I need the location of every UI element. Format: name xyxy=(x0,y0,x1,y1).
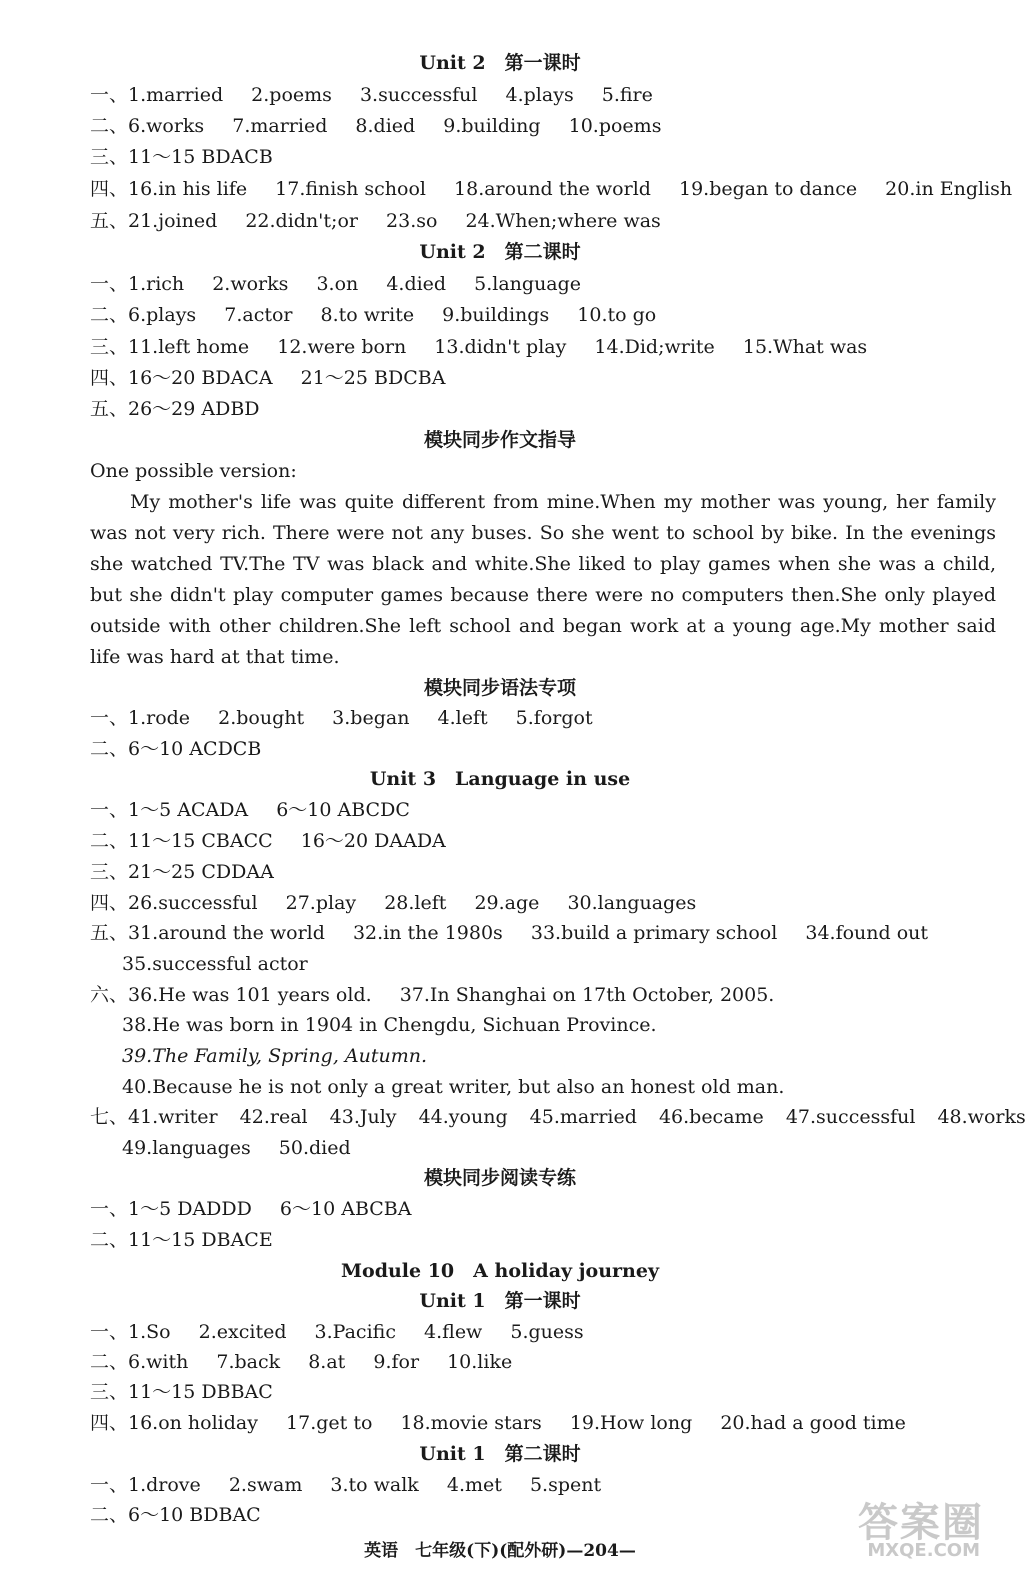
answer-item: 43.July xyxy=(329,1106,397,1128)
answer-line xyxy=(122,1136,373,1160)
answer-item: 19.began to dance xyxy=(678,178,858,200)
answer-item: 2.poems xyxy=(251,84,332,106)
answer-item: 四、16.on holiday xyxy=(90,1412,258,1434)
answer-item: 46.became xyxy=(658,1106,764,1128)
answer-item: 二、11～15 CBACC xyxy=(90,830,273,852)
answer-line xyxy=(90,921,950,945)
answer-item: 29.age xyxy=(474,892,540,914)
answer-item: 10.poems xyxy=(568,115,662,137)
section-heading: 模块同步阅读专练 xyxy=(423,1167,576,1189)
answer-line xyxy=(90,145,295,169)
answer-item: 4.left xyxy=(437,707,488,729)
answer-item: 39.The Family, Spring, Autumn. xyxy=(122,1045,428,1067)
essay-intro: One possible version: xyxy=(90,460,297,482)
answer-item: 9.building xyxy=(443,115,541,137)
answer-item: 一、1.rich xyxy=(90,273,185,295)
answer-item: 19.How long xyxy=(569,1412,693,1434)
answer-line xyxy=(90,303,678,327)
answer-item: 四、26.successful xyxy=(90,892,258,914)
answer-item: 32.in the 1980s xyxy=(352,922,503,944)
section-heading: Unit 2 第一课时 xyxy=(419,52,581,74)
answer-line xyxy=(90,1503,283,1527)
answer-item: 三、11～15 BDACB xyxy=(90,146,273,168)
answer-line xyxy=(90,272,603,296)
answer-item: 8.died xyxy=(355,115,416,137)
answer-item: 4.flew xyxy=(424,1321,483,1343)
answer-item: 5.fire xyxy=(601,84,653,106)
answer-item: 12.were born xyxy=(277,336,407,358)
answer-line xyxy=(122,952,330,976)
answer-line xyxy=(90,114,683,138)
answer-line xyxy=(90,83,675,107)
answer-item: 四、16.in his life xyxy=(90,178,248,200)
answer-line xyxy=(90,706,615,730)
answer-line xyxy=(90,177,1034,201)
answer-item: 7.married xyxy=(232,115,328,137)
answer-item: 34.found out xyxy=(805,922,929,944)
answer-item: 7.actor xyxy=(224,304,293,326)
answer-item: 一、1～5 ACADA xyxy=(90,799,249,821)
answer-line xyxy=(90,983,796,1007)
answer-item: 15.What was xyxy=(742,336,868,358)
answer-item: 6～10 ABCBA xyxy=(279,1198,412,1220)
answer-item: 5.guess xyxy=(510,1321,584,1343)
answer-line xyxy=(90,1320,606,1344)
answer-item: 16～20 DAADA xyxy=(300,830,446,852)
answer-item: 五、31.around the world xyxy=(90,922,325,944)
answer-item: 3.began xyxy=(332,707,410,729)
answer-line xyxy=(90,209,683,233)
answer-item: 2.works xyxy=(212,273,289,295)
answer-item: 七、41.writer xyxy=(90,1106,218,1128)
module-heading: Module 10 A holiday journey xyxy=(340,1260,659,1282)
answer-line xyxy=(90,1473,623,1497)
answer-item: 9.buildings xyxy=(442,304,550,326)
answer-item: 8.to write xyxy=(320,304,415,326)
answer-item: 2.bought xyxy=(218,707,305,729)
answer-item: 2.swam xyxy=(228,1474,303,1496)
answer-item: 49.languages xyxy=(122,1137,251,1159)
answer-item: 18.around the world xyxy=(454,178,651,200)
answer-item: 6～10 ABCDC xyxy=(276,799,410,821)
answer-line xyxy=(90,860,296,884)
answer-item: 一、1.rode xyxy=(90,707,191,729)
answer-item: 48.works xyxy=(937,1106,1026,1128)
answer-item: 14.Did;write xyxy=(594,336,715,358)
answer-item: 5.forgot xyxy=(515,707,593,729)
watermark-url: MXQE.COM xyxy=(867,1540,980,1561)
answer-line xyxy=(90,1350,534,1374)
answer-line xyxy=(90,397,282,421)
answer-item: 二、6.plays xyxy=(90,304,197,326)
answer-item: 20.had a good time xyxy=(720,1412,906,1434)
sample-essay xyxy=(90,456,996,673)
answer-item: 33.build a primary school xyxy=(530,922,778,944)
answer-item: 三、11～15 DBBAC xyxy=(90,1381,273,1403)
answer-item: 三、11.left home xyxy=(90,336,250,358)
answer-item: 一、1.So xyxy=(90,1321,171,1343)
answer-item: 10.like xyxy=(447,1351,513,1373)
answer-item: 5.spent xyxy=(529,1474,602,1496)
answer-item: 17.get to xyxy=(286,1412,373,1434)
answer-line xyxy=(90,891,718,915)
answer-item: 8.at xyxy=(308,1351,346,1373)
section-heading: Unit 1 第一课时 xyxy=(419,1290,581,1312)
answer-item: 18.movie stars xyxy=(400,1412,542,1434)
answer-line xyxy=(90,829,468,853)
answer-item: 20.in English xyxy=(885,178,1013,200)
answer-item: 13.didn't play xyxy=(434,336,567,358)
answer-item: 4.met xyxy=(446,1474,502,1496)
answer-item: 二、6～10 BDBAC xyxy=(90,1504,261,1526)
answer-line xyxy=(90,366,467,390)
answer-item: 38.He was born in 1904 in Chengdu, Sichuan Province. xyxy=(122,1014,657,1036)
answer-line xyxy=(90,335,889,359)
answer-item: 9.for xyxy=(373,1351,420,1373)
section-heading: 模块同步作文指导 xyxy=(423,429,576,451)
answer-item: 4.died xyxy=(386,273,447,295)
page-footer: 英语 七年级(下)(配外研)—204— xyxy=(364,1541,636,1561)
answer-item: 二、6～10 ACDCB xyxy=(90,738,262,760)
answer-item: 二、6.works xyxy=(90,115,205,137)
answer-line xyxy=(90,1228,295,1252)
answer-line xyxy=(90,1105,1026,1129)
answer-item: 21～25 BDCBA xyxy=(300,367,446,389)
answer-item: 一、1.drove xyxy=(90,1474,201,1496)
answer-item: 四、16～20 BDACA xyxy=(90,367,273,389)
section-heading: Unit 3 Language in use xyxy=(369,768,631,790)
watermark-logo xyxy=(810,1491,990,1561)
answer-line xyxy=(122,1044,449,1068)
answer-line xyxy=(90,737,283,761)
section-heading: 模块同步语法专项 xyxy=(423,677,576,699)
answer-item: 10.to go xyxy=(577,304,657,326)
section-heading: Unit 1 第二课时 xyxy=(419,1443,581,1465)
answer-item: 27.play xyxy=(285,892,357,914)
answer-item: 3.to walk xyxy=(330,1474,419,1496)
answer-item: 50.died xyxy=(278,1137,351,1159)
answer-item: 47.successful xyxy=(785,1106,916,1128)
answer-item: 30.languages xyxy=(567,892,697,914)
answer-line xyxy=(90,1380,295,1404)
answer-item: 五、26～29 ADBD xyxy=(90,398,260,420)
answer-item: 42.real xyxy=(239,1106,308,1128)
answer-line xyxy=(90,798,432,822)
answer-item: 六、36.He was 101 years old. xyxy=(90,984,372,1006)
answer-item: 三、21～25 CDDAA xyxy=(90,861,274,883)
watermark-text: 答案圈 xyxy=(858,1500,984,1546)
answer-item: 22.didn't;or xyxy=(245,210,358,232)
answer-item: 37.In Shanghai on 17th October, 2005. xyxy=(399,984,775,1006)
answer-item: 35.successful actor xyxy=(122,953,308,975)
answer-item: 4.plays xyxy=(505,84,574,106)
answer-item: 3.on xyxy=(316,273,359,295)
answer-item: 7.back xyxy=(216,1351,281,1373)
answer-item: 5.language xyxy=(474,273,582,295)
answer-item: 45.married xyxy=(529,1106,637,1128)
answer-line xyxy=(90,1197,433,1221)
answer-item: 一、1.married xyxy=(90,84,224,106)
answer-item: 28.left xyxy=(384,892,447,914)
answer-item: 23.so xyxy=(386,210,438,232)
answer-item: 3.successful xyxy=(359,84,478,106)
answer-item: 2.excited xyxy=(198,1321,287,1343)
answer-line xyxy=(122,1075,806,1099)
answer-item: 五、21.joined xyxy=(90,210,218,232)
answer-item: 二、11～15 DBACE xyxy=(90,1229,273,1251)
answer-item: 24.When;where was xyxy=(465,210,661,232)
answer-item: 一、1～5 DADDD xyxy=(90,1198,252,1220)
section-heading: Unit 2 第二课时 xyxy=(419,241,581,263)
answer-item: 二、6.with xyxy=(90,1351,189,1373)
essay-paragraph: My mother's life was quite different from mine.When my mother was young, her family was not very rich. There were not any buses. So she went to school by bike. In the evenings she watched TV.The TV was black and white.She liked to play games when she was a child, but she didn't play computer games because there were no computers then.She only played outside with other children.She left school and began work at a young age.My mother said life was hard at that time. xyxy=(90,491,996,668)
answer-item: 40.Because he is not only a great writer, but also an honest old man. xyxy=(122,1076,785,1098)
answer-item: 44.young xyxy=(418,1106,508,1128)
answer-item: 17.finish school xyxy=(275,178,426,200)
answer-item: 3.Pacific xyxy=(314,1321,396,1343)
answer-line xyxy=(122,1013,679,1037)
answer-line xyxy=(90,1411,928,1435)
